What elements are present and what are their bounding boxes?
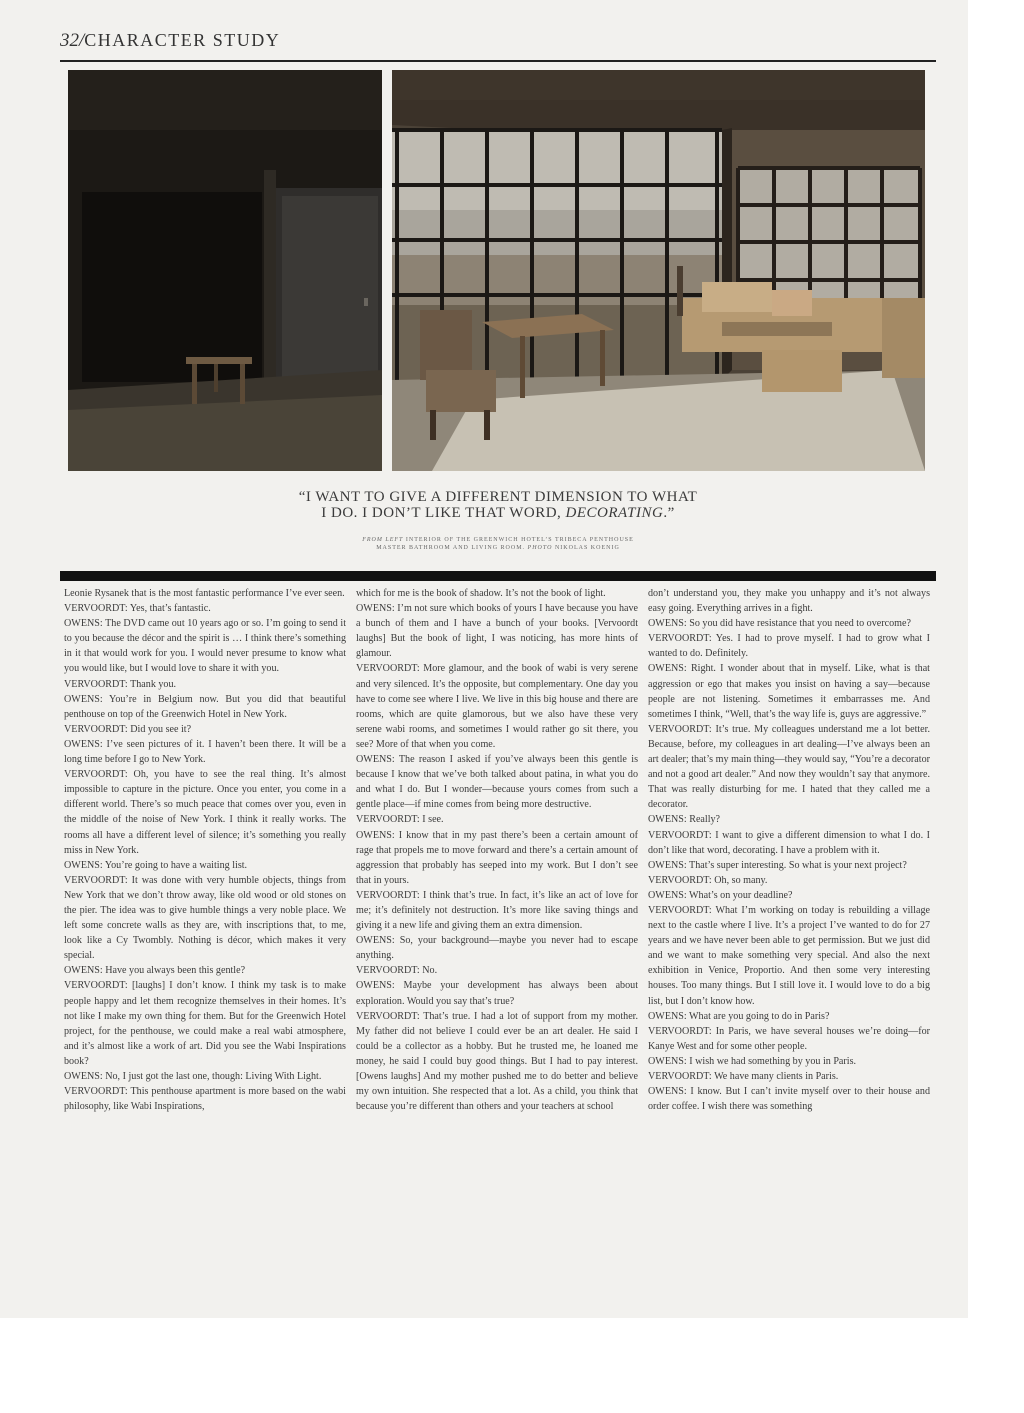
section-title: CHARACTER STUDY bbox=[84, 30, 281, 50]
photo-credit bbox=[60, 536, 936, 552]
photo-credit-line-1 bbox=[60, 536, 936, 544]
header-rule bbox=[60, 60, 936, 62]
interview-paragraph: OWENS: You’re in Belgium now. But you did that beautiful penthouse on top of the Greenwich Hotel in New York. bbox=[64, 693, 346, 720]
interview-paragraph: don’t understand you, they make you unhappy and it’s not always easy going. Everything arrives in a fight. bbox=[648, 588, 930, 615]
interview-paragraph: OWENS: The DVD came out 10 years ago or so. I’m going to send it to you because the décor and the spirit is … I think there’s something in it that would work for you. I would never presume to know what you would like, but I would love to share it with you. bbox=[64, 618, 346, 675]
credit-photo-label: PHOTO bbox=[527, 545, 553, 551]
interview-paragraph: OWENS: Right. I wonder about that in myself. Like, what is that aggression or ego that makes you insist on having a say—because people are not listening. Sometimes it embarrasses me. And sometimes I think, “Well, that’s the way life is, guys are aggressive.” bbox=[648, 663, 930, 720]
interview-paragraph: VERVOORDT: In Paris, we have several houses we’re doing—for Kanye West and for some other people. bbox=[648, 1025, 930, 1052]
pull-quote-line-2 bbox=[60, 505, 936, 521]
interview-paragraph: OWENS: What are you going to do in Paris? bbox=[648, 1010, 830, 1022]
interview-paragraph: OWENS: So, your background—maybe you never had to escape anything. bbox=[356, 935, 638, 962]
pull-quote-line-1: “I WANT TO GIVE A DIFFERENT DIMENSION TO WHAT bbox=[298, 489, 698, 505]
interview-paragraph: VERVOORDT: More glamour, and the book of wabi is very serene and very silenced. It’s the opposite, but complementary. One day you have to come see where I live. We live in this big house and there are rooms, which are quite glamorous, but we also have these very serene wabi rooms, and sometimes I would rather go sit there, you see? More of that when you come. bbox=[356, 663, 638, 750]
text-column-3 bbox=[648, 586, 930, 1256]
interview-paragraph: VERVOORDT: I see. bbox=[356, 814, 444, 826]
interview-paragraph: VERVOORDT: That’s true. I had a lot of support from my mother. My father did not believe I could ever be an art dealer. He said I could be a collector as a hobby. But he trusted me, he loaned me money, he said I could buy good things. But I had to pay interest. [Owens laughs] And my mother pushed me to do better and believe my own intuition. She respected that a lot. As a child, you think that because you’re different than others and your teachers at school bbox=[356, 1010, 638, 1113]
interview-paragraph: Leonie Rysanek that is the most fantastic performance I’ve ever seen. bbox=[64, 588, 345, 599]
pull-quote-line-2-text: I DO. I DON’T LIKE THAT WORD, bbox=[321, 505, 566, 521]
interview-paragraph: OWENS: So you did have resistance that you need to overcome? bbox=[648, 618, 911, 630]
interview-paragraph: VERVOORDT: Oh, so many. bbox=[648, 874, 768, 886]
interview-paragraph: VERVOORDT: I think that’s true. In fact, it’s like an act of love for me; it’s definitely not destruction. It’s more like saving things and giving it a new life and giving them an extra dimension. bbox=[356, 889, 638, 932]
interview-paragraph: VERVOORDT: No. bbox=[356, 965, 438, 977]
interview-paragraph: VERVOORDT: Yes. I had to prove myself. I had to grow what I wanted to do. Definitely. bbox=[648, 633, 930, 660]
pull-quote-emphasis: DECORATING bbox=[565, 505, 664, 521]
interview-paragraph: VERVOORDT: Oh, you have to see the real thing. It’s almost impossible to capture in the picture. Once you enter, you come in a different world. There’s so much peace that comes over you, even in the middle of the noise of New York. I think it really works. The rooms all have a different level of silence; it’s something you really miss in New York. bbox=[64, 769, 346, 856]
credit-text-2: MASTER BATHROOM AND LIVING ROOM. bbox=[376, 545, 528, 551]
interview-paragraph: OWENS: I’m not sure which books of yours I have because you have a bunch of them and I have a bunch of your books. [Vervoordt laughs] But the book of light, I was noticing, has more hints of glamour. bbox=[356, 603, 638, 660]
interview-paragraph: OWENS: Have you always been this gentle? bbox=[64, 965, 246, 977]
living-room-photo bbox=[392, 70, 925, 471]
interview-paragraph: VERVOORDT: It’s true. My colleagues understand me a lot better. Because, before, my colleagues in art dealing—I’ve always been an art dealer; that’s my main thing—they would say, “You’re a decorator and not a good art dealer.” And now they wouldn’t say that anymore. That was really disturbing for me. I hated that they called me a decorator. bbox=[648, 723, 930, 811]
interview-paragraph: OWENS: No, I just got the last one, though: Living With Light. bbox=[64, 1071, 322, 1082]
interview-paragraph: VERVOORDT: I want to give a different dimension to what I do. I don’t like that word, decorating. I have a problem with it. bbox=[648, 829, 930, 856]
credit-lead: FROM LEFT bbox=[362, 537, 404, 543]
text-column-1 bbox=[64, 586, 346, 1256]
interview-paragraph: OWENS: Maybe your development has always been about exploration. Would you say that’s true? bbox=[356, 980, 638, 1007]
interview-paragraph: VERVOORDT: It was done with very humble objects, things from New York that we don’t throw away, like old wood or old stones on the pier. The idea was to give humble things a very noble place. We left some concrete walls as they are, with inscriptions that, to me, look like a Cy Twombly. Nothing is décor, which makes it very special. bbox=[64, 874, 346, 962]
bathroom-photo bbox=[68, 70, 382, 471]
interview-paragraph: OWENS: What’s on your deadline? bbox=[648, 889, 793, 901]
credit-photographer: NIKOLAS KOENIG bbox=[552, 545, 620, 551]
interview-paragraph: which for me is the book of shadow. It’s not the book of light. bbox=[356, 588, 606, 599]
credit-text-1: INTERIOR OF THE GREENWICH HOTEL’S TRIBECA PENTHOUSE bbox=[403, 537, 634, 543]
photo-credit-line-2 bbox=[60, 544, 936, 552]
pull-quote-close: .” bbox=[663, 505, 675, 521]
interview-paragraph: OWENS: The reason I asked if you’ve always been this gentle is because I know that we’ve both talked about patina, in what you do and what I do. But I wonder—because yours comes from such a gentle place—if mine comes from being more destructive. bbox=[356, 754, 638, 811]
interview-paragraph: OWENS: I know that in my past there’s been a certain amount of rage that propels me to move forward and there’s a certain amount of aggression that probably has seeped into my work. But I don’t see that in yours. bbox=[356, 829, 638, 886]
interview-paragraph: VERVOORDT: [laughs] I don’t know. I think my task is to make people happy and let them recognize themselves in their homes. It’s not like I make my own thing for them. But for the Greenwich Hotel project, for the penthouse, we could make a real wabi atmosphere, and it’s almost like a work of art. Did you see the Wabi Inspirations book? bbox=[64, 980, 346, 1067]
header-separator-icon: / bbox=[79, 30, 85, 51]
interview-paragraph: VERVOORDT: What I’m working on today is rebuilding a village next to the castle where I live. It’s a project I’ve wanted to do for 27 years and we have never been able to get permission. But we just did and we want to make something very special. And also the next exhibition in Venice, Proportio. And then some very interesting houses. Too many things. But I still love it. I would love to do a big list, but I don’t know how. bbox=[648, 904, 930, 1007]
interview-paragraph: VERVOORDT: This penthouse apartment is more based on the wabi philosophy, like Wabi Inspirations, bbox=[64, 1086, 346, 1113]
page-number: 32 bbox=[60, 30, 79, 51]
interview-paragraph: OWENS: I’ve seen pictures of it. I haven’t been there. It will be a long time before I go to New York. bbox=[64, 738, 346, 766]
text-column-2 bbox=[356, 586, 638, 1256]
interview-paragraph: OWENS: I know. But I can’t invite myself over to their house and order coffee. I wish there was something bbox=[648, 1086, 930, 1113]
interview-paragraph: VERVOORDT: Yes, that’s fantastic. bbox=[64, 603, 211, 615]
interview-paragraph: OWENS: You’re going to have a waiting list. bbox=[64, 859, 248, 871]
interview-paragraph: OWENS: Really? bbox=[648, 814, 721, 826]
page-header bbox=[60, 30, 940, 60]
pull-quote bbox=[60, 489, 936, 521]
interview-paragraph: OWENS: I wish we had something by you in Paris. bbox=[648, 1055, 857, 1067]
interview-paragraph: VERVOORDT: Thank you. bbox=[64, 678, 177, 690]
interview-paragraph: OWENS: That’s super interesting. So what is your next project? bbox=[648, 859, 907, 871]
section-divider bbox=[60, 571, 936, 581]
interview-paragraph: VERVOORDT: Did you see it? bbox=[64, 723, 192, 735]
interview-paragraph: VERVOORDT: We have many clients in Paris. bbox=[648, 1071, 839, 1082]
